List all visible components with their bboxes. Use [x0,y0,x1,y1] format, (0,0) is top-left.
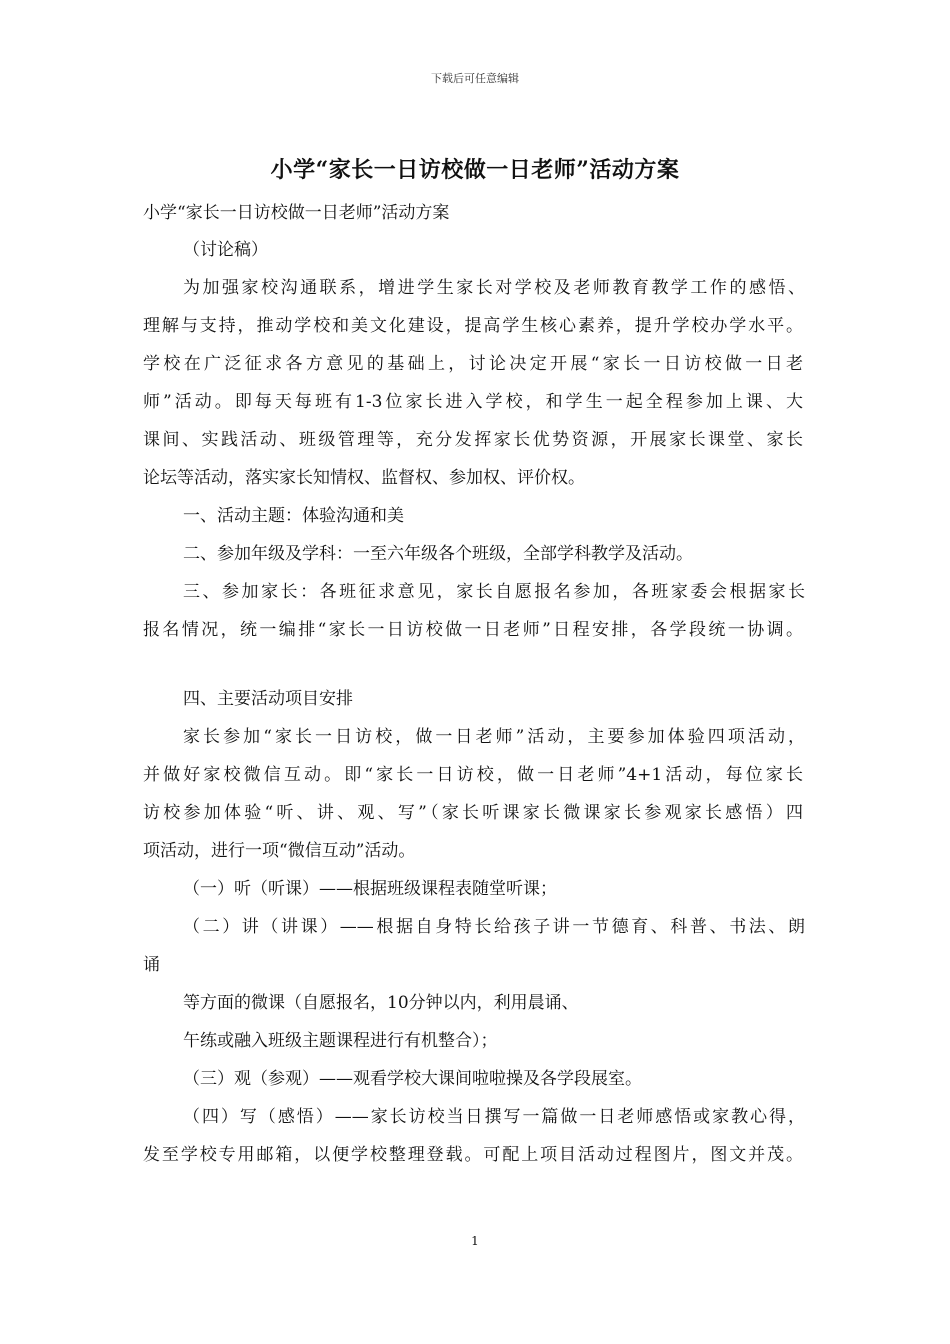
paragraph-line: 并做好家校微信互动。即“家长一日访校，做一日老师”4+1活动，每位家长 [143,765,803,785]
subtitle-line: 小学“家长一日访校做一日老师”活动方案 [143,203,450,223]
paragraph-line: 理解与支持，推动学校和美文化建设，提高学生核心素养，提升学校办学水平。 [143,316,803,336]
paragraph-line: 师”活动。即每天每班有1-3位家长进入学校，和学生一起全程参加上课、大 [143,392,803,412]
list-item: （三）观（参观）——观看学校大课间啦啦操及各学段展室。 [183,1069,642,1089]
paragraph-line: 项活动，进行一项“微信互动”活动。 [143,841,416,861]
list-item: （一）听（听课）——根据班级课程表随堂听课； [183,879,557,899]
header-note: 下载后可任意编辑 [431,72,519,85]
document-title: 小学“家长一日访校做一日老师”活动方案 [270,157,680,183]
paragraph-line: 课间、实践活动、班级管理等，充分发挥家长优势资源，开展家长课堂、家长 [143,430,803,450]
section-heading: 二、参加年级及学科：一至六年级各个班级，全部学科教学及活动。 [183,544,693,564]
list-item: （四）写（感悟）——家长访校当日撰写一篇做一日老师感悟或家教心得， [183,1107,805,1127]
paragraph-line: 等方面的微课（自愿报名，10分钟以内，利用晨诵、 [183,993,579,1013]
paragraph-line: 为加强家校沟通联系，增进学生家长对学校及老师教育教学工作的感悟、 [183,278,805,298]
list-item: （二）讲（讲课）——根据自身特长给孩子讲一节德育、科普、书法、朗 [183,917,805,937]
paragraph-line: 访校参加体验“听、讲、观、写”（家长听课家长微课家长参观家长感悟）四 [143,803,803,823]
paragraph-line: 报名情况，统一编排“家长一日访校做一日老师”日程安排，各学段统一协调。 [143,620,803,640]
draft-label: （讨论稿） [183,240,268,260]
section-heading: 四、主要活动项目安排 [183,689,353,709]
paragraph-line: 三、参加家长：各班征求意见，家长自愿报名参加，各班家委会根据家长 [183,582,805,602]
paragraph-line: 家长参加“家长一日访校，做一日老师”活动，主要参加体验四项活动， [183,727,805,747]
paragraph-line: 午练或融入班级主题课程进行有机整合）； [183,1031,498,1051]
paragraph-line: 诵 [143,955,160,975]
paragraph-line: 发至学校专用邮箱，以便学校整理登载。可配上项目活动过程图片，图文并茂。 [143,1145,803,1165]
page-number: 1 [471,1234,479,1248]
paragraph-line: 论坛等活动，落实家长知情权、监督权、参加权、评价权。 [143,468,585,488]
paragraph-line: 学校在广泛征求各方意见的基础上，讨论决定开展“家长一日访校做一日老 [143,354,803,374]
section-heading: 一、活动主题：体验沟通和美 [183,506,404,526]
